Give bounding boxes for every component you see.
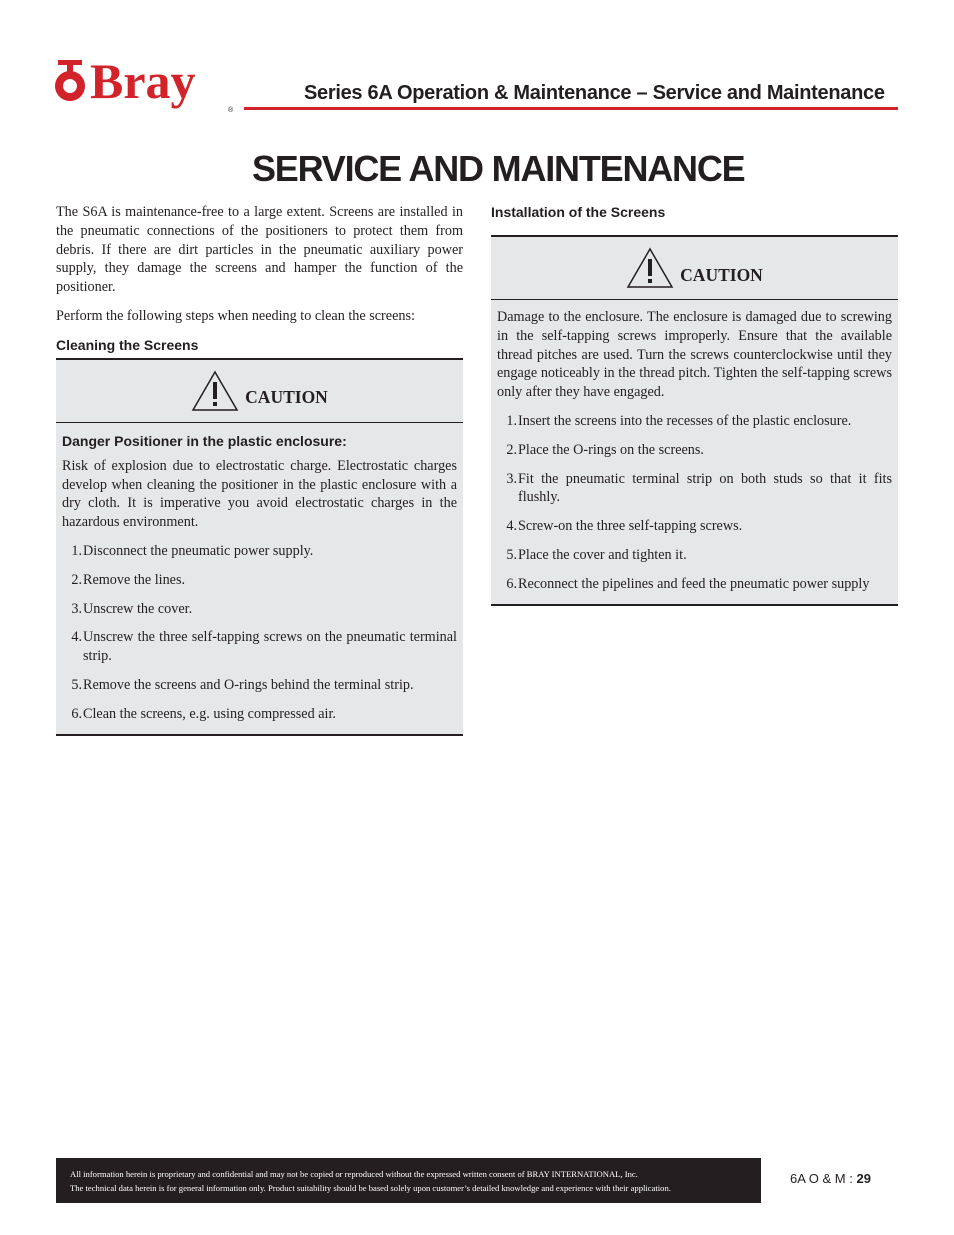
page-number-value: 29 [856, 1171, 871, 1186]
page-label: 6A O & M : [790, 1171, 853, 1186]
header-title: Series 6A Operation & Maintenance – Service and Maintenance [304, 82, 885, 104]
installation-caution-box [491, 235, 898, 606]
cleaning-steps [62, 542, 457, 724]
cleaning-subhead: Cleaning the Screens [56, 336, 199, 353]
logo-wordmark: Bray [90, 54, 196, 109]
list-item: 5. Place the cover and tighten it. [506, 546, 687, 563]
footer-line-1: All information herein is proprietary and confidential and may not be copied or reproduced without the expressed written consent of BRAY INTERNATIONAL, Inc. [70, 1169, 638, 1179]
perform-paragraph: Perform the following steps when needing to clean the screens: [56, 307, 415, 324]
list-item: 2. Remove the lines. [71, 571, 186, 588]
registered-mark: ® [228, 107, 234, 114]
list-item: 4. Screw-on the three self-tapping screws. [506, 518, 743, 535]
cleaning-caution-box [56, 358, 463, 736]
footer-line-2: The technical data herein is for general information only. Product suitability should be based solely upon customer’s detailed knowledge and experience with their application. [70, 1182, 671, 1193]
footer-disclaimer-box [56, 1158, 761, 1203]
list-item: 3. Fit the pneumatic terminal strip on both studs so that it fits flushly. [506, 470, 892, 506]
left-column [56, 203, 463, 736]
caution-header [491, 237, 898, 300]
intro-paragraph: The S6A is maintenance-free to a large extent. Screens are installed in the pneumatic connections of the positioners to protect them from debris. If there are dirt particles in the pneumatic auxiliary power supply, they damage the screens and hamper the function of the positioner. [56, 204, 463, 296]
list-item: 1. Disconnect the pneumatic power supply. [71, 542, 314, 559]
list-item: 6. Reconnect the pipelines and feed the pneumatic power supply [506, 575, 870, 592]
warning-triangle-icon [191, 370, 239, 412]
caution-header [56, 360, 463, 423]
header-rule [244, 107, 898, 110]
list-item: 5. Remove the screens and O-rings behind the terminal strip. [71, 676, 414, 693]
installation-subhead: Installation of the Screens [491, 204, 666, 220]
danger-heading: Danger Positioner in the plastic enclosure: [62, 432, 347, 449]
danger-text: Risk of explosion due to electrostatic charge. Electrostatic charges develop when cleaning the positioner in the plastic enclosure with a dry cloth. It is imperative you avoid electrostatic charges in the hazardous environment. [62, 457, 457, 531]
page-title: SERVICE AND MAINTENANCE [252, 148, 745, 189]
right-column [491, 203, 898, 606]
caution-label: CAUTION [680, 264, 763, 285]
damage-text: Damage to the enclosure. The enclosure is damaged due to screwing in the self-tapping screws improperly. Ensure that the available thread pitches are used. Turn the screws counterclockwise until they engage noticeably in the thread pitch. Tighten the self-tapping screws only after they have engaged. [497, 309, 892, 401]
list-item: 3. Unscrew the cover. [71, 600, 193, 617]
bray-logo [54, 54, 244, 116]
page-number [790, 1171, 871, 1186]
list-item: 1. Insert the screens into the recesses of the plastic enclosure. [506, 412, 852, 429]
list-item: 6. Clean the screens, e.g. using compressed air. [71, 705, 336, 722]
list-item: 2. Place the O-rings on the screens. [506, 441, 704, 458]
warning-triangle-icon [626, 247, 674, 289]
caution-label: CAUTION [245, 387, 328, 408]
footer-disclaimer [70, 1168, 671, 1195]
list-item: 4. Unscrew the three self-tapping screws on the pneumatic terminal strip. [71, 629, 457, 665]
installation-steps [497, 412, 892, 594]
